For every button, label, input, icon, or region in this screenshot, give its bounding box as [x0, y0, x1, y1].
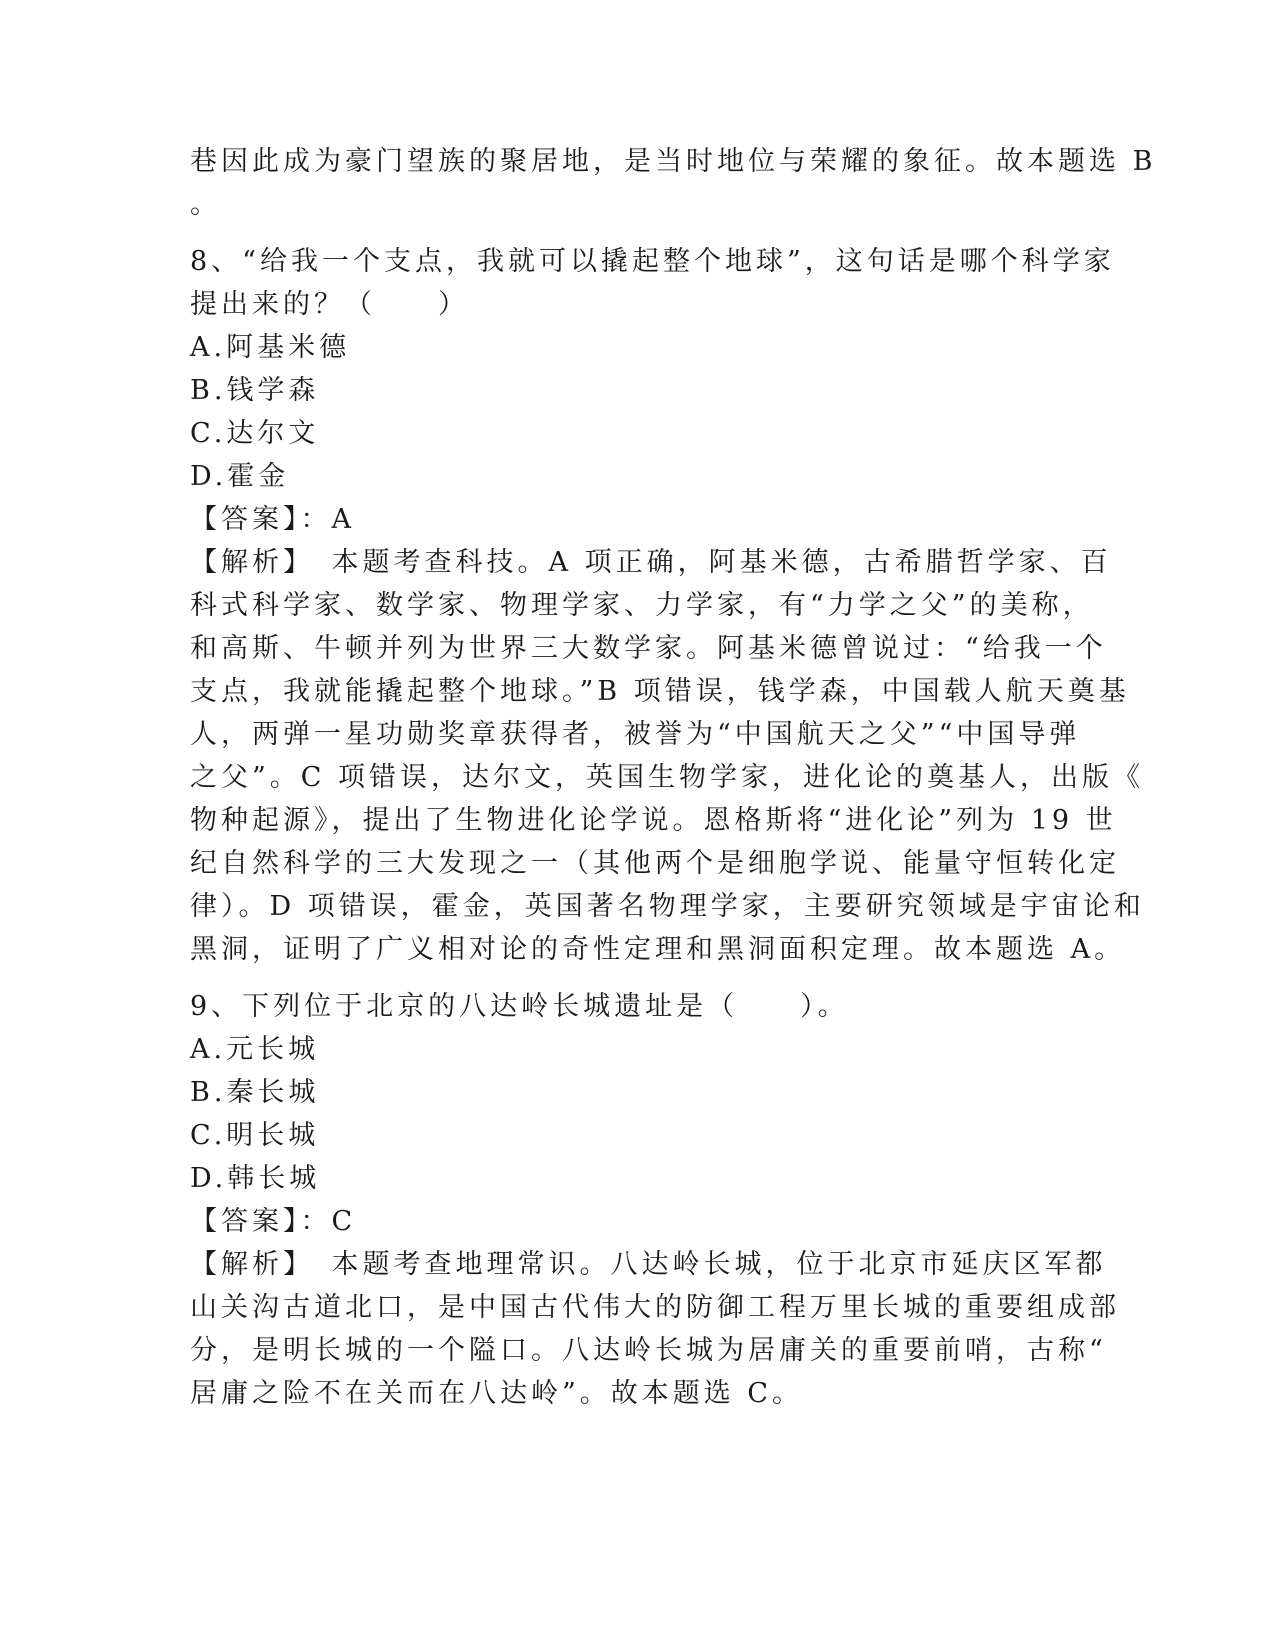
analysis-block: [190, 1243, 1120, 1415]
option-d: D.霍金: [190, 461, 290, 492]
question-stem: 8、“给我一个支点，我就可以撬起整个地球”，这句话是哪个科学家: [190, 246, 1115, 277]
option-a: A.元长城: [190, 1034, 320, 1065]
analysis-line: 支点，我就能撬起整个地球。”B 项错误，钱学森，中国载人航天奠基: [190, 676, 1130, 707]
analysis-line: 纪自然科学的三大发现之一（其他两个是细胞学说、能量守恒转化定: [190, 848, 1120, 879]
analysis-line: 黑洞，证明了广义相对论的奇性定理和黑洞面积定理。故本题选 A。: [190, 934, 1126, 965]
analysis-block: [190, 541, 1145, 971]
option-c: C.明长城: [190, 1120, 320, 1151]
option-b: B.秦长城: [190, 1077, 320, 1108]
question-stem: 提出来的？（ ）: [190, 289, 469, 320]
analysis-line: 人，两弹一星功勋奖章获得者，被誉为“中国航天之父”“中国导弹: [190, 719, 1081, 750]
option-d: D.韩长城: [190, 1163, 321, 1194]
analysis-line: 山关沟古道北口，是中国古代伟大的防御工程万里长城的重要组成部: [190, 1292, 1120, 1323]
question-stem: 9、下列位于北京的八达岭长城遗址是（ ）。: [190, 991, 849, 1022]
analysis-line: 律）。D 项错误，霍金，英国著名物理学家，主要研究领域是宇宙论和: [190, 891, 1145, 922]
analysis-line: 居庸之险不在关而在八达岭”。故本题选 C。: [190, 1378, 804, 1409]
question-8: [190, 240, 1145, 971]
text-line: 。: [190, 189, 221, 220]
analysis-line: 分，是明长城的一个隘口。八达岭长城为居庸关的重要前哨，古称“: [190, 1335, 1107, 1366]
analysis-line: 之父”。C 项错误，达尔文，英国生物学家，进化论的奠基人，出版《: [190, 762, 1145, 793]
answer-line: 【答案】：A: [190, 504, 355, 535]
analysis-line: 科式科学家、数学家、物理学家、力学家，有“力学之父”的美称，: [190, 590, 1094, 621]
question-9: [190, 985, 1120, 1415]
document-page: [190, 140, 1157, 1415]
option-c: C.达尔文: [190, 418, 320, 449]
option-a: A.阿基米德: [190, 332, 351, 363]
text-line: 巷因此成为豪门望族的聚居地，是当时地位与荣耀的象征。故本题选 B: [190, 146, 1157, 177]
answer-line: 【答案】：C: [190, 1206, 357, 1237]
analysis-line: 【解析】 本题考查地理常识。八达岭长城，位于北京市延庆区军都: [190, 1249, 1107, 1280]
analysis-line: 【解析】 本题考查科技。A 项正确，阿基米德，古希腊哲学家、百: [190, 547, 1112, 578]
analysis-line: 物种起源》，提出了生物进化论学说。恩格斯将“进化论”列为 19 世: [190, 805, 1117, 836]
analysis-line: 和高斯、牛顿并列为世界三大数学家。阿基米德曾说过：“给我一个: [190, 633, 1107, 664]
previous-analysis-tail: [190, 140, 1157, 226]
option-b: B.钱学森: [190, 375, 320, 406]
